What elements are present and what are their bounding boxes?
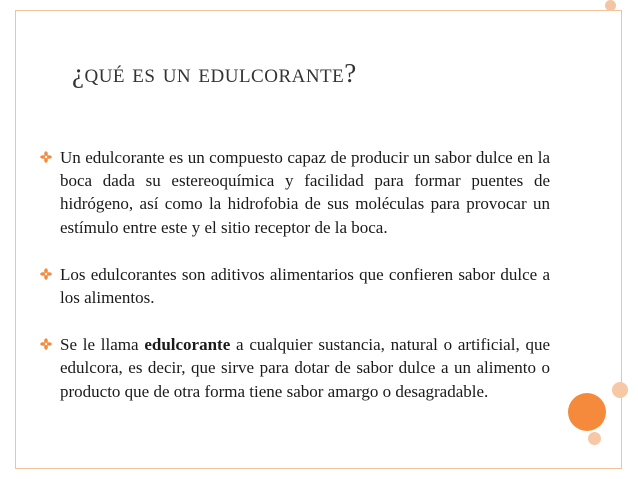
bullet-text-bold: edulcorante: [144, 335, 231, 355]
bullet-text: Un edulcorante es un compuesto capaz de producir un sabor dulce en la boca dada su estereoquímica y facilidad para formar puentes de hidrógeno, así como la hidrofobia de sus moléculas para provocar un estímulo entre este y el sitio receptor de la boca.: [60, 148, 550, 237]
slide-title: [72, 58, 357, 89]
title-close-question: ?: [344, 58, 357, 88]
bullet-text-before: Se le llama: [60, 335, 145, 355]
four-petal-flower-icon: [40, 338, 52, 350]
bullet-item: [40, 146, 550, 239]
four-petal-flower-icon: [40, 268, 52, 280]
bullet-list: [40, 146, 550, 427]
bullet-text: [60, 333, 550, 403]
bullet-text-after: a cualquier sustancia, natural o artificial, que edulcora, es decir, que sirve para dotar de sabor dulce a un alimento o producto que de otra forma tiene sabor amargo o desagradable.: [60, 335, 550, 401]
bullet-item: [40, 263, 550, 309]
title-text: qué es un edulcorante: [84, 58, 345, 88]
decorative-circle-small-bottom: [588, 432, 601, 445]
decorative-circle-large: [568, 393, 606, 431]
four-petal-flower-icon: [40, 151, 52, 163]
bullet-text: Los edulcorantes son aditivos alimentarios que confieren sabor dulce a los alimentos.: [60, 264, 550, 308]
decorative-circle-top: [605, 0, 616, 11]
decorative-circle-small-right: [612, 382, 628, 398]
title-open-question: ¿: [72, 58, 85, 88]
bullet-item: [40, 333, 550, 403]
